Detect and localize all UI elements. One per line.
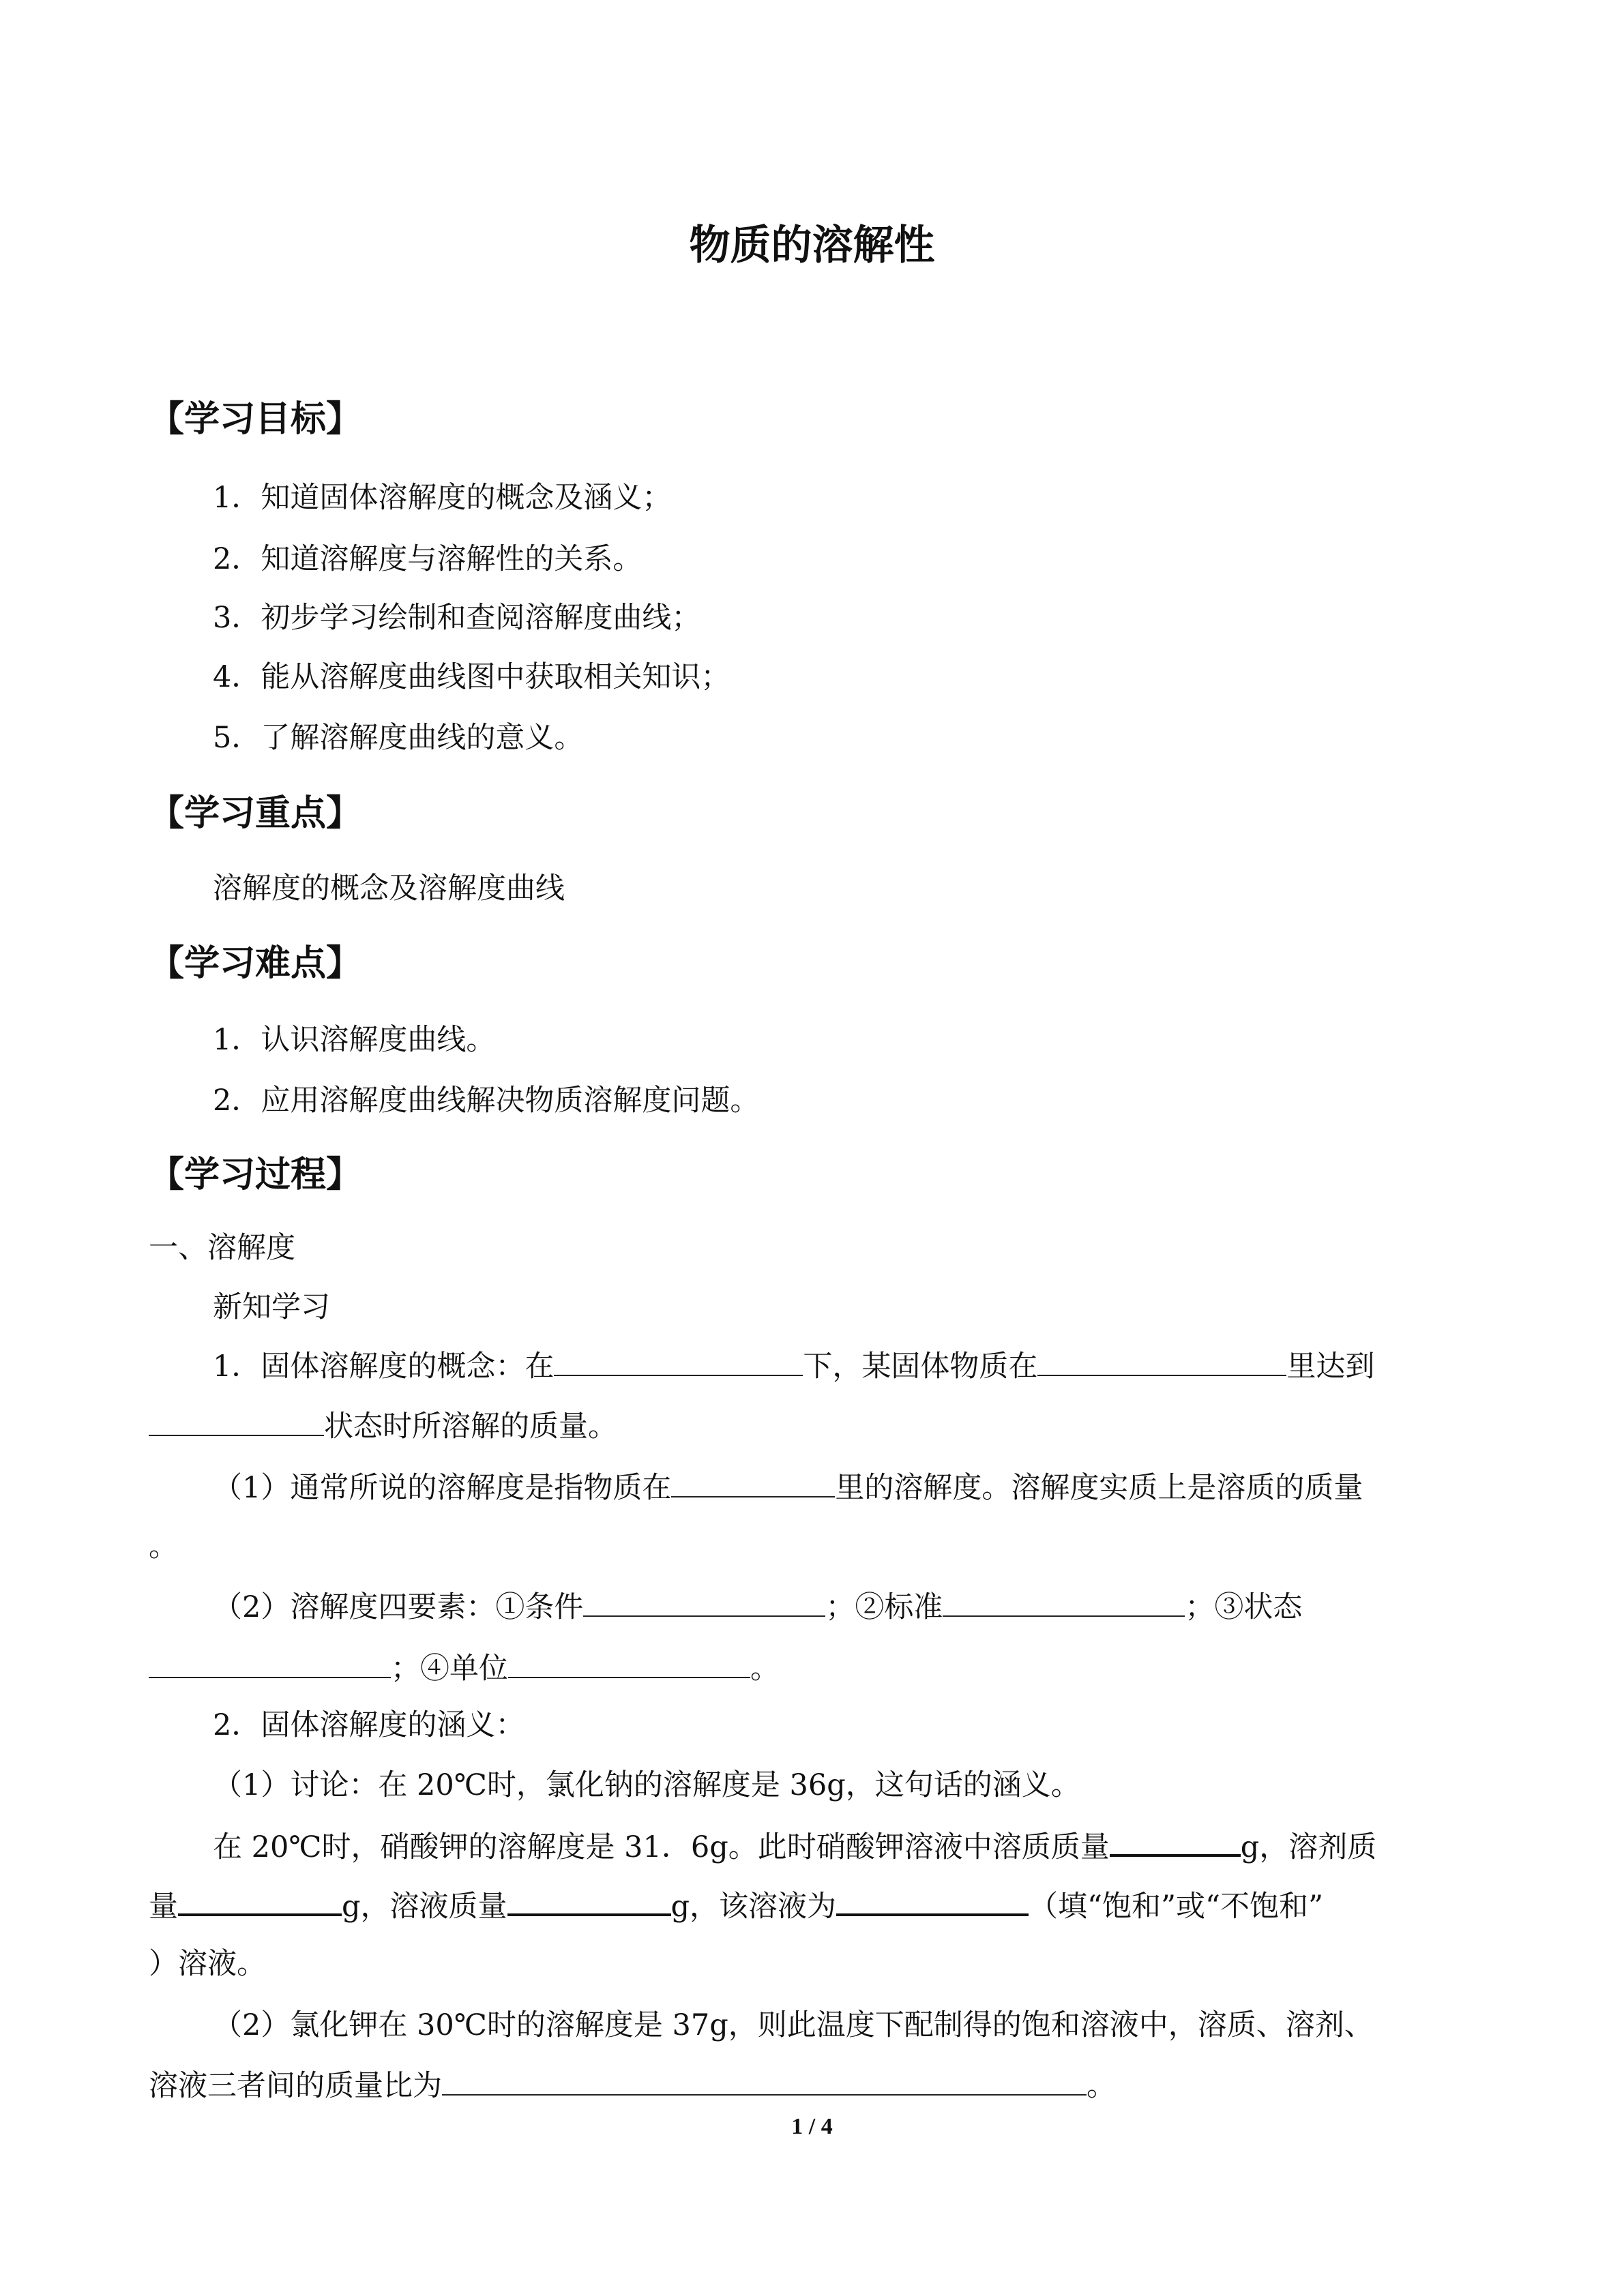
question-2-2-text-a: （2）氯化钾在 30℃时的溶解度是 37g，则此温度下配制得的饱和溶液中，溶质、溶剂、 — [213, 2008, 1374, 2042]
answer-blank[interactable] — [507, 1883, 671, 1916]
question-1-line-2 — [149, 1405, 617, 1447]
question-2-1b-line-1 — [213, 1824, 1376, 1868]
goal-item: 4．能从溶解度曲线图中获取相关知识； — [213, 660, 730, 694]
question-1-2-text-a: （2）溶解度四要素：①条件 — [213, 1590, 584, 1624]
difficulty-item: 2．应用溶解度曲线解决物质溶解度问题。 — [213, 1084, 760, 1118]
section-heading-goals: 【学习目标】 — [149, 399, 362, 440]
section-heading-key-points: 【学习重点】 — [149, 793, 362, 834]
goal-item: 5．了解溶解度曲线的意义。 — [213, 721, 584, 755]
question-1-text-b: 下，某固体物质在 — [803, 1350, 1038, 1384]
goal-item: 1．知道固体溶解度的概念及涵义； — [213, 481, 672, 515]
question-2-1b-text-g: ）溶液。 — [149, 1947, 266, 1981]
question-2-1b-text-b: g，溶剂质 — [1240, 1830, 1377, 1864]
subsection-label: 新知学习 — [213, 1290, 330, 1324]
answer-blank[interactable] — [671, 1466, 835, 1497]
question-1-2-text-e: 。 — [750, 1652, 780, 1686]
question-2-1b-text-c: 量 — [149, 1890, 178, 1924]
answer-blank[interactable] — [508, 1647, 750, 1678]
question-2-text: 2．固体溶解度的涵义： — [213, 1708, 525, 1742]
question-2-1b-text-a: 在 20℃时，硝酸钾的溶解度是 31．6g。此时硝酸钾溶液中溶质质量 — [213, 1830, 1110, 1864]
answer-blank[interactable] — [442, 2064, 1087, 2096]
section-heading-difficulties: 【学习难点】 — [149, 943, 362, 984]
part-title: 一、溶解度 — [149, 1231, 295, 1265]
answer-blank[interactable] — [836, 1883, 1029, 1916]
goal-item: 3．初步学习绘制和查阅溶解度曲线； — [213, 601, 701, 635]
page-title: 物质的溶解性 — [689, 222, 935, 269]
answer-blank[interactable] — [1110, 1824, 1241, 1857]
question-1-text-a: 1．固体溶解度的概念：在 — [213, 1350, 555, 1384]
difficulty-item: 1．认识溶解度曲线。 — [213, 1023, 496, 1057]
answer-blank[interactable] — [178, 1883, 342, 1916]
question-1-2-text-b: ；②标准 — [825, 1590, 943, 1624]
question-1-2-line-2 — [149, 1647, 780, 1689]
question-2-2-text-b: 溶液三者间的质量比为 — [149, 2069, 442, 2103]
question-1-text-c: 里达到 — [1286, 1350, 1375, 1384]
answer-blank[interactable] — [583, 1585, 825, 1617]
question-1-2-text-d: ；④单位 — [391, 1652, 508, 1686]
answer-blank[interactable] — [554, 1345, 803, 1376]
question-2-1b-line-2 — [149, 1883, 1323, 1927]
answer-blank[interactable] — [149, 1405, 324, 1436]
question-2-1b-text-f: （填“饱和”或“不饱和” — [1029, 1890, 1323, 1924]
question-1-1-text-b: 里的溶解度。溶解度实质上是溶质的质量 — [835, 1471, 1363, 1505]
question-2-1-text: （1）讨论：在 20℃时，氯化钠的溶解度是 36g，这句话的涵义。 — [213, 1768, 1080, 1802]
question-2-2-text-c: 。 — [1087, 2069, 1116, 2103]
answer-blank[interactable] — [943, 1585, 1185, 1617]
answer-blank[interactable] — [149, 1647, 391, 1678]
question-2-1b-text-e: g，该溶液为 — [670, 1890, 837, 1924]
section-heading-process: 【学习过程】 — [149, 1154, 362, 1195]
answer-blank[interactable] — [1037, 1345, 1286, 1376]
question-2-1b-text-d: g，溶液质量 — [342, 1890, 507, 1924]
question-1-2-line-1 — [213, 1585, 1302, 1628]
goal-item: 2．知道溶解度与溶解性的关系。 — [213, 542, 643, 576]
question-1-line-1 — [213, 1345, 1374, 1387]
question-1-2-text-c: ；③状态 — [1185, 1590, 1303, 1624]
key-points-text: 溶解度的概念及溶解度曲线 — [213, 871, 565, 906]
question-1-1-line-1 — [213, 1466, 1363, 1508]
question-1-text-d: 状态时所溶解的质量。 — [324, 1410, 617, 1444]
page-number: 1 / 4 — [791, 2114, 833, 2139]
question-2-2-line-2 — [149, 2064, 1116, 2106]
question-1-1-text-c: 。 — [149, 1530, 178, 1564]
question-1-1-text-a: （1）通常所说的溶解度是指物质在 — [213, 1471, 672, 1505]
